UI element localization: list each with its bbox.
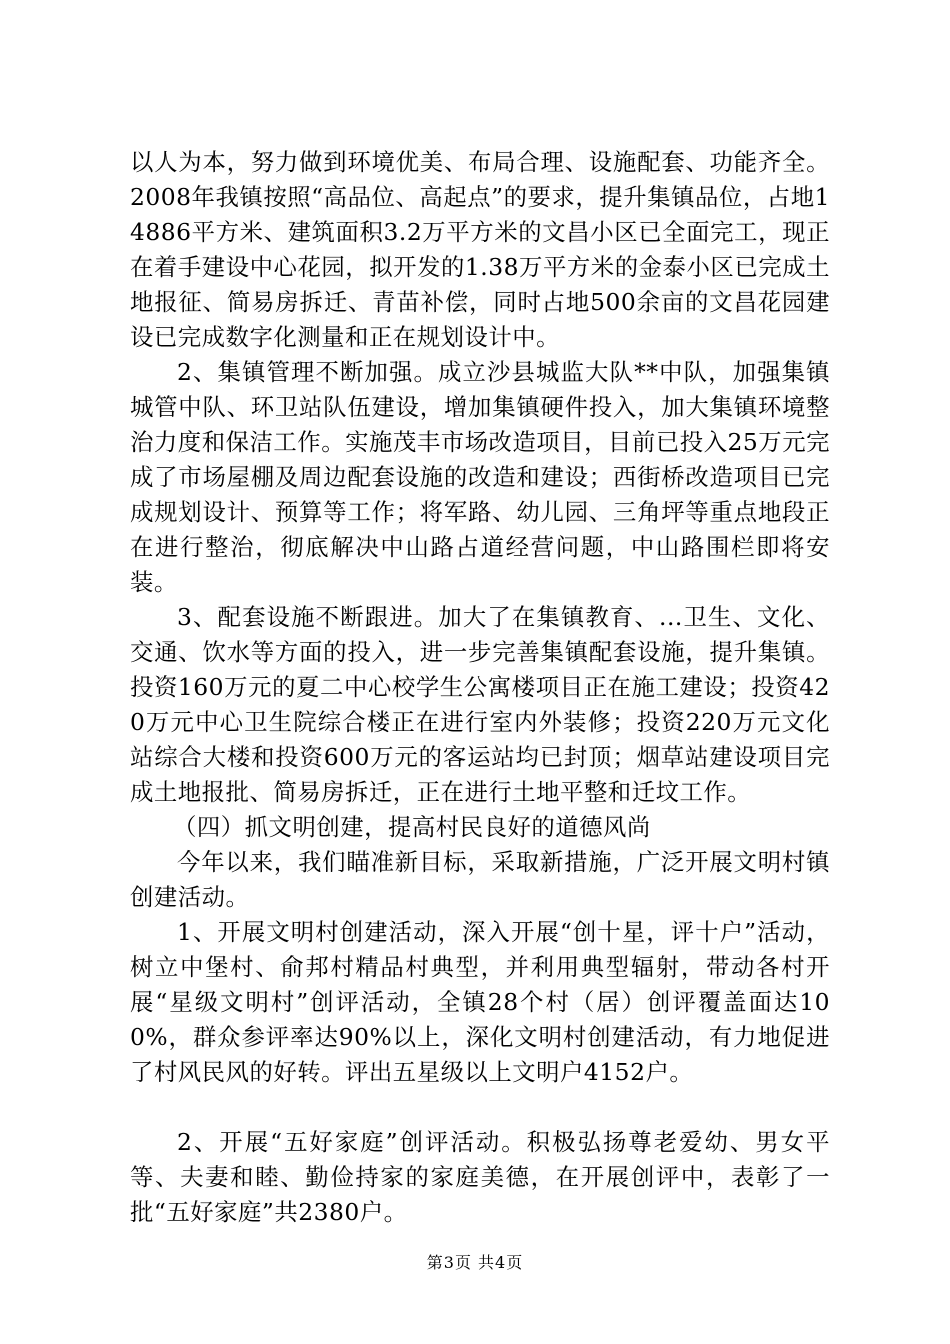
paragraph-town-management: 2、集镇管理不断加强。成立沙县城监大队**中队，加强集镇城管中队、环卫站队伍建设，增加集镇硬件投入，加大集镇环境整治力度和保洁工作。实施茂丰市场改造项目，目前已投入25万元完成了市场屋棚及周边配套设施的改造和建设；西街桥改造项目已完成规划设计、预算等工作；将军路、幼儿园、三角坪等重点地段正在进行整治，彻底解决中山路占道经营问题，中山路围栏即将安装。 xyxy=(130,358,830,596)
paragraph-intro-continuation: 以人为本，努力做到环境优美、布局合理、设施配套、功能齐全。2008年我镇按照“高品位、高起点”的要求，提升集镇品位，占地14886平方米、建筑面积3.2万平方米的文昌小区已全面完工，现正在着手建设中心花园，拟开发的1.38万平方米的金泰小区已完成土地报征、简易房拆迁、青苗补偿，同时占地500余亩的文昌花园建设已完成数字化测量和正在规划设计中。 xyxy=(130,148,830,351)
paragraph-five-good-families: 2、开展“五好家庭”创评活动。积极弘扬尊老爱幼、男女平等、夫妻和睦、勤俭持家的家庭美德，在开展创评中，表彰了一批“五好家庭”共2380户。 xyxy=(130,1128,830,1226)
page-number-footer: 第3页 共4页 xyxy=(426,1253,524,1272)
paragraph-supporting-facilities: 3、配套设施不断跟进。加大了在集镇教育、...卫生、文化、交通、饮水等方面的投入，进一步完善集镇配套设施，提升集镇。投资160万元的夏二中心校学生公寓楼项目正在施工建设；投资420万元中心卫生院综合楼正在进行室内外装修；投资220万元文化站综合大楼和投资600万元的客运站均已封顶；烟草站建设项目完成土地报批、简易房拆迁，正在进行土地平整和迁坟工作。 xyxy=(130,603,830,806)
section-heading-civilization: （四）抓文明创建，提高村民良好的道德风尚 xyxy=(173,813,651,841)
paragraph-civilized-village: 1、开展文明村创建活动，深入开展“创十星，评十户”活动，树立中堡村、俞邦村精品村典型，并利用典型辐射，带动各村开展“星级文明村”创评活动，全镇28个村（居）创评覆盖面达100%，群众参评率达90%以上，深化文明村创建活动，有力地促进了村风民风的好转。评出五星级以上文明户4152户。 xyxy=(130,918,830,1086)
paragraph-civilization-intro: 今年以来，我们瞄准新目标，采取新措施，广泛开展文明村镇创建活动。 xyxy=(130,848,830,911)
document-body xyxy=(130,145,830,1230)
